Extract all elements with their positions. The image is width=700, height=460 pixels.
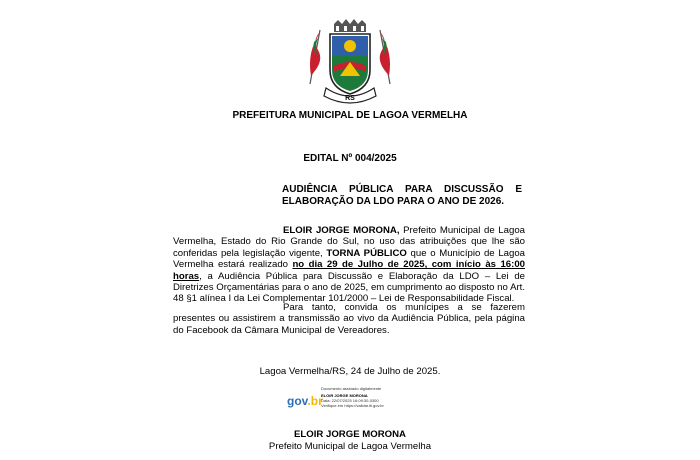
mayor-name-inline: ELOIR JORGE MORONA, [283,225,400,236]
notice-subject: AUDIÊNCIA PÚBLICA PARA DISCUSSÃO E ELABORAÇÃO DA LDO PARA O ANO DE 2026. [282,184,522,207]
left-flag-icon [310,30,320,84]
coat-of-arms-logo [304,18,396,104]
signature-label: Documento assinado digitalmente [321,386,382,391]
p1-text-3: , a Audiência Pública para Discussão e Elaboração da LDO – Lei de Diretrizes Orçamentárias para o ano de 2025 [173,270,525,294]
notice-paragraph-1 [173,225,525,305]
signatory-name: ELOIR JORGE MORONA [294,429,406,440]
public-notice-phrase: TORNA PÚBLICO [326,247,407,259]
p1-text-1: Prefeito Municipal de Lagoa Vermelha, Estado do Rio Grande do Sul, no uso das atribuições que lhe são conferidas pela legislação vigente, [173,225,525,259]
digital-signature-stamp [287,386,447,414]
signer-name: ELOIR JORGE MORONA [321,393,368,398]
right-flag-icon [380,30,390,84]
office-heading: PREFEITURA MUNICIPAL DE LAGOA VERMELHA [232,110,468,121]
ribbon-text: RS [345,95,355,102]
signature-date: Data: 22/07/2025 16:09:30-0300 [321,398,379,403]
verify-link: Verifique em https://validar.iti.gov.br [321,403,384,408]
hearing-datetime: no dia 29 de Julho de 2025, com início às 16:00 horas [173,259,525,282]
notice-paragraph-2: Para tanto, convida os munícipes a se fazerem presentes ou assistirem a transmissão ao vivo da Audiência Pública, pela página do Facebook da Câmara Municipal de Vereadores. [173,302,525,336]
shield-icon [330,34,370,94]
notice-title: EDITAL Nº 004/2025 [303,153,397,164]
signatory-role: Prefeito Municipal de Lagoa Vermelha [268,441,432,452]
p1-text-2: que o Município de Lagoa Vermelha estará realizado [173,247,525,271]
crown-icon [334,19,366,32]
p1-text-4: , em cumprimento ao disposto no Art. 48 §1 alínea I da Lei Complementar 101/2000 – Lei de Responsabilidade Fiscal. [173,282,525,305]
govbr-logo: gov.br [287,394,323,408]
dateline: Lagoa Vermelha/RS, 24 de Julho de 2025. [259,366,441,377]
